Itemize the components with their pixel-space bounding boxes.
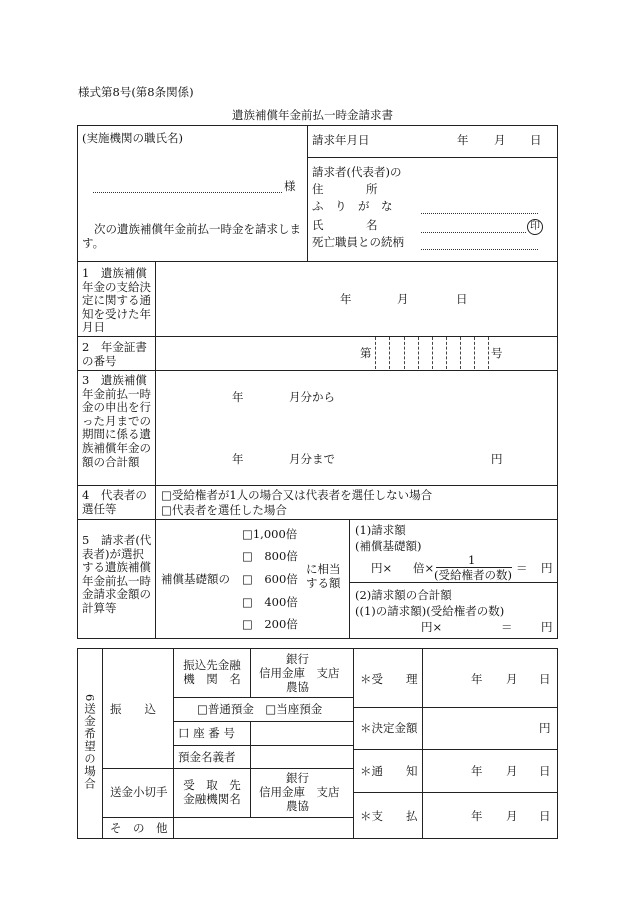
rep-option-2[interactable]: □代表者を選任した場合 — [161, 503, 287, 517]
relation-label: 死亡職員との続柄 — [312, 235, 404, 249]
name-label: 氏 名 — [312, 218, 380, 232]
relation-line[interactable] — [421, 249, 538, 250]
form-number: 様式第8号(第8条関係) — [78, 85, 194, 99]
cert-suffix: 号 — [491, 346, 503, 360]
multiplier-200[interactable]: □ 200倍 — [242, 617, 298, 631]
name-line[interactable] — [421, 232, 526, 233]
section6-label: 6送金希望の場合 — [83, 694, 97, 790]
cert-prefix: 第 — [360, 346, 372, 360]
furikomi-label: 振 込 — [110, 702, 156, 716]
row3-label: 3 遺族補償年金前払一時金の申出を行った月までの期間に係る遺族補償年金の額の合計額 — [82, 373, 151, 469]
receipt-label: ＊受 理 — [360, 672, 418, 686]
other-label: そ の 他 — [110, 821, 168, 835]
row1-label: 1 遺族補償年金の支給決定に関する通知を受けた年月日 — [82, 266, 151, 335]
calc1-sub: (補償基礎額) — [355, 539, 422, 553]
calc2-title: (2)請求額の合計額 — [355, 588, 452, 602]
multiplier-1000[interactable]: □1,000倍 — [242, 527, 298, 541]
multiplier-400[interactable]: □ 400倍 — [242, 595, 298, 609]
agency-name-line[interactable] — [93, 192, 282, 193]
furigana-line[interactable] — [421, 213, 538, 214]
address-label: 住 所 — [312, 182, 380, 196]
sama-honorific: 様 — [284, 179, 296, 193]
calc1-title: (1)請求額 — [355, 523, 406, 537]
equivalent-label: に相当する額 — [306, 562, 341, 590]
rep-option-1[interactable]: □受給権者が1人の場合又は代表者を選任しない場合 — [161, 488, 433, 502]
calc2-sub: ((1)の請求額)(受給権者の数) — [355, 604, 505, 618]
account-number-label: 口 座 番 号 — [178, 726, 235, 740]
row2-label: 2 年金証書の番号 — [82, 340, 147, 368]
row5-label: 5 請求者(代表者)が選択する遺族補償年金前払一時金請求金額の計算等 — [82, 533, 152, 615]
payment-label: ＊支 払 — [360, 809, 418, 823]
row4-label: 4 代表者の選任等 — [82, 488, 147, 516]
multiplier-800[interactable]: □ 800倍 — [242, 549, 298, 563]
base-label: 補償基礎額の — [161, 572, 230, 586]
decided-amount-label: ＊決定金額 — [360, 721, 418, 735]
request-statement: 次の遺族補償年金前払一時金を請求します。 — [82, 222, 301, 250]
multiplier-600[interactable]: □ 600倍 — [242, 572, 298, 586]
form-title: 遺族補償年金前払一時金請求書 — [232, 108, 393, 122]
agency-label: (実施機関の職氏名) — [82, 131, 183, 145]
claimant-heading: 請求者(代表者)の — [312, 165, 402, 179]
deposit-type[interactable]: □普通預金 □当座預金 — [197, 702, 323, 716]
notice-label: ＊通 知 — [360, 764, 418, 778]
bank-label: 振込先金融機 関 名 — [183, 658, 241, 686]
seal-mark: 印 — [527, 219, 543, 235]
furigana-label: ふ り が な — [312, 199, 393, 213]
check-label: 送金小切手 — [110, 785, 168, 799]
recipient-bank-label: 受 取 先金融機関名 — [183, 778, 241, 806]
account-name-label: 預金名義者 — [178, 750, 236, 764]
date-label: 請求年月日 — [312, 133, 370, 147]
